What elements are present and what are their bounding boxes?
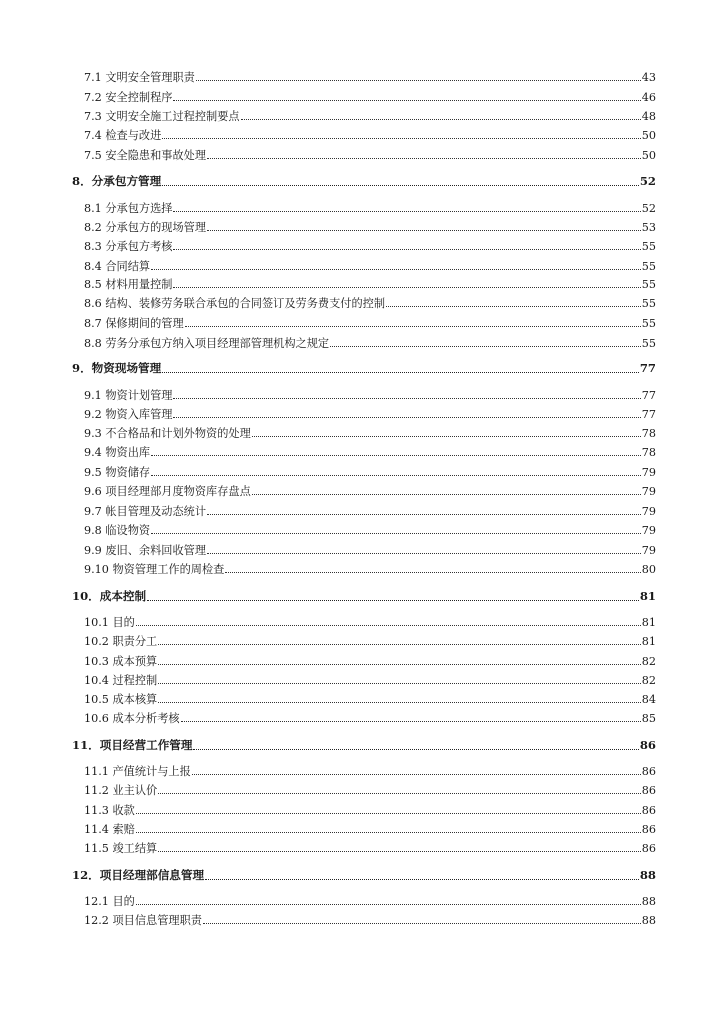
toc-entry-page: 52 — [641, 202, 656, 215]
toc-chapter-page: 88 — [639, 868, 656, 882]
dot-leader — [151, 455, 641, 456]
toc-entry[interactable] — [84, 636, 656, 647]
toc-entry[interactable] — [84, 467, 656, 478]
toc-entry[interactable] — [84, 428, 656, 439]
toc-entry-title: 7.4 检查与改进 — [84, 129, 162, 142]
dot-leader — [185, 326, 641, 327]
toc-entry[interactable] — [84, 896, 656, 907]
toc-entry-title: 9.6 项目经理部月度物资库存盘点 — [84, 485, 251, 498]
toc-entry[interactable] — [84, 915, 656, 926]
dot-leader — [252, 494, 641, 495]
toc-entry-page: 88 — [641, 914, 656, 927]
toc-entry-page: 55 — [641, 297, 656, 310]
toc-entry[interactable] — [84, 222, 656, 233]
dot-leader — [173, 287, 640, 288]
toc-entry[interactable] — [84, 318, 656, 329]
toc-entry[interactable] — [84, 92, 656, 103]
dot-leader — [162, 185, 639, 186]
toc-entry-title: 9.3 不合格品和计划外物资的处理 — [84, 427, 251, 440]
toc-entry-page: 48 — [641, 110, 656, 123]
toc-entry-page: 55 — [641, 278, 656, 291]
toc-entry-title: 11.1 产值统计与上报 — [84, 765, 191, 778]
dot-leader — [241, 119, 641, 120]
toc-chapter-title: 10．成本控制 — [72, 589, 147, 603]
toc-entry[interactable] — [84, 150, 656, 161]
toc-entry-page: 82 — [641, 674, 656, 687]
toc-entry[interactable] — [84, 675, 656, 686]
dot-leader — [196, 80, 641, 81]
dot-leader — [173, 100, 640, 101]
toc-entry-title: 11.2 业主认价 — [84, 784, 158, 797]
dot-leader — [151, 475, 641, 476]
toc-chapter-page: 81 — [639, 589, 656, 603]
toc-entry-page: 81 — [641, 616, 656, 629]
toc-entry-page: 78 — [641, 427, 656, 440]
toc-entry[interactable] — [84, 447, 656, 458]
toc-chapter-title: 11．项目经营工作管理 — [72, 738, 193, 752]
toc-entry[interactable] — [84, 824, 656, 835]
toc-entry-title: 8.8 劳务分承包方纳入项目经理部管理机构之规定 — [84, 337, 330, 350]
toc-entry-title: 8.5 材料用量控制 — [84, 278, 173, 291]
toc-entry-page: 86 — [641, 842, 656, 855]
toc-entry[interactable] — [84, 656, 656, 667]
toc-entry-title: 10.4 过程控制 — [84, 674, 158, 687]
dot-leader — [386, 306, 641, 307]
dot-leader — [151, 533, 641, 534]
dot-leader — [173, 211, 640, 212]
toc-chapter-title: 9．物资现场管理 — [72, 361, 162, 375]
toc-entry-page: 43 — [641, 71, 656, 84]
toc-entry-title: 8.6 结构、装修劳务联合承包的合同签订及劳务费支付的控制 — [84, 297, 386, 310]
dot-leader — [225, 572, 640, 573]
toc-entry[interactable] — [84, 111, 656, 122]
toc-entry-title: 8.7 保修期间的管理 — [84, 317, 184, 330]
toc-entry-title: 12.1 目的 — [84, 895, 135, 908]
toc-entry[interactable] — [84, 713, 656, 724]
toc-entry[interactable] — [84, 545, 656, 556]
toc-entry-title: 10.2 职责分工 — [84, 635, 158, 648]
dot-leader — [207, 553, 641, 554]
toc-entry-page: 50 — [641, 129, 656, 142]
toc-entry-title: 8.1 分承包方选择 — [84, 202, 173, 215]
toc-chapter-page: 86 — [639, 738, 656, 752]
toc-entry-title: 10.1 目的 — [84, 616, 135, 629]
dot-leader — [207, 514, 641, 515]
toc-entry[interactable] — [84, 72, 656, 83]
toc-chapter-page: 52 — [639, 174, 656, 188]
toc-entry-title: 7.5 安全隐患和事故处理 — [84, 149, 207, 162]
toc-entry-page: 55 — [641, 260, 656, 273]
toc-entry-page: 88 — [641, 895, 656, 908]
toc-chapter[interactable] — [72, 176, 656, 188]
dot-leader — [158, 793, 641, 794]
toc-chapter[interactable] — [72, 870, 656, 882]
dot-leader — [158, 702, 641, 703]
toc-entry-page: 55 — [641, 317, 656, 330]
dot-leader — [207, 158, 641, 159]
dot-leader — [193, 749, 638, 750]
dot-leader — [158, 644, 641, 645]
toc-entry-title: 9.5 物资储存 — [84, 466, 151, 479]
toc-entry-page: 79 — [641, 466, 656, 479]
toc-entry-title: 12.2 项目信息管理职责 — [84, 914, 202, 927]
toc-entry[interactable] — [84, 564, 656, 575]
dot-leader — [181, 721, 641, 722]
toc-entry-title: 9.8 临设物资 — [84, 524, 151, 537]
dot-leader — [162, 138, 640, 139]
toc-entry[interactable] — [84, 203, 656, 214]
toc-entry-title: 10.3 成本预算 — [84, 655, 158, 668]
toc-entry-page: 86 — [641, 765, 656, 778]
toc-entry-page: 79 — [641, 485, 656, 498]
dot-leader — [136, 625, 641, 626]
toc-entry-title: 8.3 分承包方考核 — [84, 240, 173, 253]
toc-entry-page: 80 — [641, 563, 656, 576]
toc-entry-page: 46 — [641, 91, 656, 104]
toc-chapter[interactable] — [72, 591, 656, 603]
toc-entry-page: 81 — [641, 635, 656, 648]
toc-chapter-page: 77 — [639, 361, 656, 375]
toc-entry[interactable] — [84, 766, 656, 777]
dot-leader — [173, 249, 640, 250]
toc-entry-page: 79 — [641, 544, 656, 557]
toc-entry[interactable] — [84, 338, 656, 349]
dot-leader — [173, 398, 640, 399]
toc-chapter-title: 8．分承包方管理 — [72, 174, 162, 188]
toc-entry-title: 8.4 合同结算 — [84, 260, 151, 273]
toc-entry[interactable] — [84, 261, 656, 272]
toc-entry[interactable] — [84, 525, 656, 536]
dot-leader — [136, 904, 641, 905]
toc-entry-title: 11.4 索赔 — [84, 823, 135, 836]
toc-entry[interactable] — [84, 279, 656, 290]
toc-entry[interactable] — [84, 694, 656, 705]
dot-leader — [158, 683, 641, 684]
toc-entry[interactable] — [84, 486, 656, 497]
toc-entry-title: 11.5 竣工结算 — [84, 842, 158, 855]
toc-entry[interactable] — [84, 298, 656, 309]
toc-entry-page: 86 — [641, 784, 656, 797]
dot-leader — [136, 832, 641, 833]
toc-entry-title: 9.7 帐目管理及动态统计 — [84, 505, 207, 518]
toc-entry[interactable] — [84, 843, 656, 854]
dot-leader — [158, 851, 641, 852]
toc-entry[interactable] — [84, 785, 656, 796]
dot-leader — [203, 923, 641, 924]
toc-entry[interactable] — [84, 390, 656, 401]
dot-leader — [207, 230, 641, 231]
dot-leader — [205, 879, 639, 880]
toc-entry-title: 9.1 物资计划管理 — [84, 389, 173, 402]
toc-entry-page: 79 — [641, 524, 656, 537]
toc-entry-page: 55 — [641, 337, 656, 350]
toc-entry-title: 7.3 文明安全施工过程控制要点 — [84, 110, 240, 123]
toc-entry-title: 8.2 分承包方的现场管理 — [84, 221, 207, 234]
toc-entry[interactable] — [84, 130, 656, 141]
toc-entry-page: 86 — [641, 823, 656, 836]
toc-entry-title: 9.9 废旧、余料回收管理 — [84, 544, 207, 557]
toc-entry-title: 7.1 文明安全管理职责 — [84, 71, 195, 84]
dot-leader — [136, 813, 641, 814]
toc-entry[interactable] — [84, 617, 656, 628]
toc-entry-page: 84 — [641, 693, 656, 706]
dot-leader — [158, 664, 641, 665]
dot-leader — [151, 269, 641, 270]
toc-entry-page: 77 — [641, 389, 656, 402]
toc-entry[interactable] — [84, 805, 656, 816]
toc-entry[interactable] — [84, 409, 656, 420]
dot-leader — [147, 600, 639, 601]
toc-entry-title: 10.5 成本核算 — [84, 693, 158, 706]
toc-chapter-title: 12．项目经理部信息管理 — [72, 868, 205, 882]
toc-entry-title: 11.3 收款 — [84, 804, 135, 817]
toc-entry[interactable] — [84, 506, 656, 517]
toc-entry-page: 77 — [641, 408, 656, 421]
toc-entry-page: 78 — [641, 446, 656, 459]
toc-entry-page: 50 — [641, 149, 656, 162]
toc-entry-title: 10.6 成本分析考核 — [84, 712, 180, 725]
toc-entry-page: 79 — [641, 505, 656, 518]
toc-entry[interactable] — [84, 241, 656, 252]
toc-chapter[interactable] — [72, 363, 656, 375]
toc-entry-page: 82 — [641, 655, 656, 668]
toc-entry-title: 9.10 物资管理工作的周检查 — [84, 563, 225, 576]
toc-chapter[interactable] — [72, 740, 656, 752]
toc-entry-title: 9.4 物资出库 — [84, 446, 151, 459]
dot-leader — [252, 436, 641, 437]
toc-entry-page: 55 — [641, 240, 656, 253]
toc-entry-title: 9.2 物资入库管理 — [84, 408, 173, 421]
toc-entry-title: 7.2 安全控制程序 — [84, 91, 173, 104]
toc-entry-page: 53 — [641, 221, 656, 234]
toc-entry-page: 86 — [641, 804, 656, 817]
dot-leader — [330, 346, 641, 347]
dot-leader — [173, 417, 640, 418]
dot-leader — [162, 372, 639, 373]
dot-leader — [192, 774, 641, 775]
toc-entry-page: 85 — [641, 712, 656, 725]
